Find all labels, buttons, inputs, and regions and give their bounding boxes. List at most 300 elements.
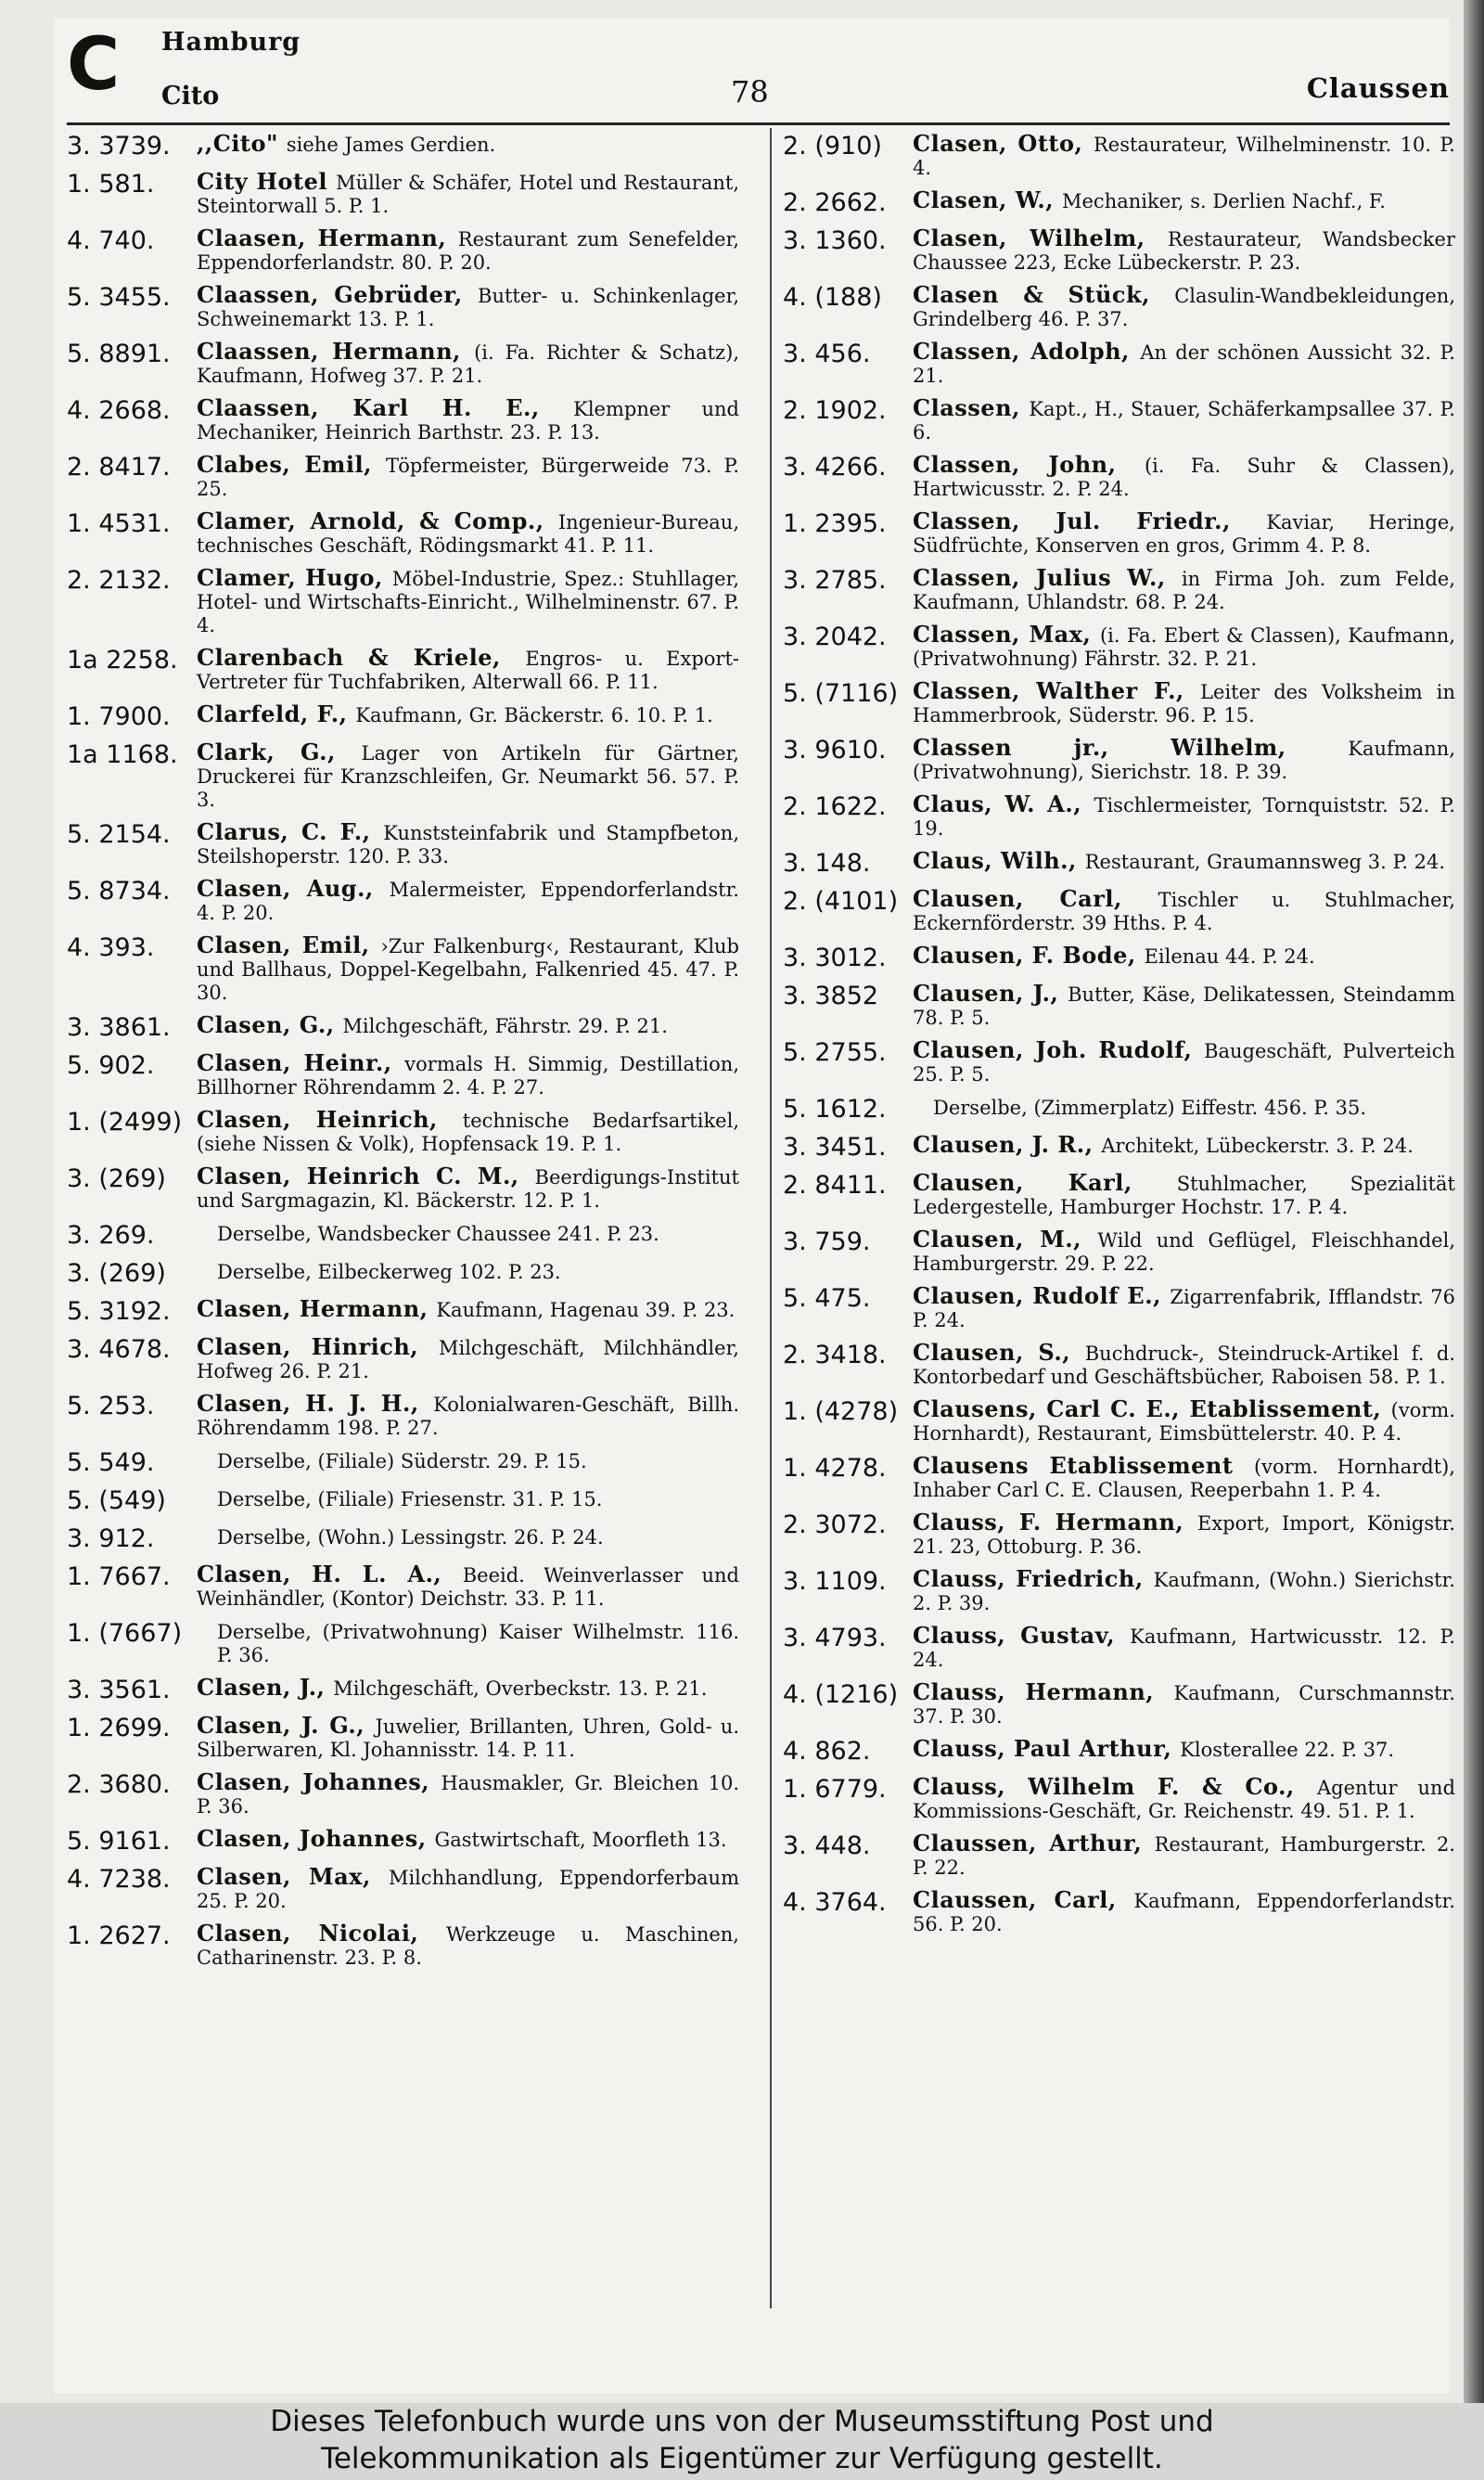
- phone-number: 3. 448.: [783, 1831, 871, 1860]
- directory-entry: [67, 1335, 739, 1383]
- phone-number: 3. 3451.: [783, 1133, 887, 1162]
- entry-description: Beerdigungs-Institut und Sargmagazin, Kl. Bäckerstr. 12. P. 1.: [197, 1166, 739, 1212]
- entry-text: [197, 1524, 739, 1549]
- entry-description: Export, Import, Königstr. 21. 23, Ottoburg. P. 36.: [913, 1512, 1455, 1558]
- phone-number: 3. 3861.: [67, 1013, 171, 1042]
- entry-description: Kaufmann, Hartwicusstr. 12. P. 24.: [913, 1625, 1456, 1671]
- entry-description: Milchgeschäft, Overbeckstr. 13. P. 21.: [333, 1677, 708, 1700]
- entry-name: Clasen, W.,: [913, 186, 1062, 213]
- phone-number: 1. 7900.: [67, 702, 171, 731]
- entry-description: Malermeister, Eppendorferlandstr. 4. P. 20.: [197, 879, 739, 924]
- entry-description: Baugeschäft, Pulverteich 25. P. 5.: [913, 1040, 1455, 1086]
- entry-text: [197, 1051, 739, 1099]
- directory-entry: [67, 1448, 739, 1478]
- directory-page: [54, 19, 1456, 2394]
- phone-number: 1. (4278): [783, 1397, 899, 1426]
- directory-entry: [67, 132, 739, 161]
- directory-entry: [67, 877, 739, 925]
- entry-name: Clausen, S.,: [913, 1339, 1085, 1366]
- entry-text: [197, 1676, 739, 1701]
- entry-text: [197, 1448, 739, 1473]
- directory-entry: [783, 396, 1455, 444]
- entry-name: Clasen, G.,: [197, 1011, 343, 1038]
- phone-number: 5. 3192.: [67, 1297, 171, 1326]
- entry-text: [913, 396, 1455, 444]
- entry-text: [913, 1567, 1455, 1615]
- phone-number: 3. 1360.: [783, 226, 887, 255]
- entry-text: [913, 792, 1455, 841]
- directory-entry: [67, 509, 739, 558]
- phone-number: 5. 8734.: [67, 877, 171, 906]
- directory-entry: [783, 736, 1455, 784]
- entry-name: Classen, Walther F.,: [913, 677, 1201, 704]
- entry-name: Claassen, Hermann,: [197, 338, 475, 365]
- entry-description: Lager von Artikeln für Gärtner, Druckerei für Kranzschleifen, Gr. Neumarkt 56. 57. P. 3.: [197, 742, 739, 811]
- directory-entry: [783, 1680, 1455, 1728]
- phone-number: 3. 4266.: [783, 453, 887, 482]
- directory-entry: [783, 509, 1455, 558]
- entry-name: Classen, Julius W.,: [913, 564, 1182, 591]
- entry-description: Kaufmann, Hagenau 39. P. 23.: [436, 1299, 736, 1321]
- phone-number: 2. 2662.: [783, 188, 887, 217]
- entry-name: ,,Cito": [197, 130, 287, 157]
- page-edge-shadow: [1464, 0, 1484, 2403]
- entry-text: [197, 1486, 739, 1511]
- phone-number: 2. 1902.: [783, 396, 887, 425]
- entry-description: technische Bedarfsartikel, (siehe Nissen & Volk), Hopfensack 19. P. 1.: [197, 1110, 739, 1155]
- entry-name: Clauss, Hermann,: [913, 1678, 1174, 1705]
- entry-name: Clarus, C. F.,: [197, 818, 384, 845]
- entry-name: Clasen, Heinrich,: [197, 1106, 463, 1133]
- phone-number: 3. 3561.: [67, 1676, 171, 1704]
- entry-description: Zigarrenfabrik, Ifflandstr. 76 P. 24.: [913, 1286, 1456, 1331]
- entry-description: Derselbe, (Wohn.) Lessingstr. 26. P. 24.: [217, 1526, 604, 1548]
- entry-text: [197, 132, 739, 157]
- phone-number: 4. 393.: [67, 933, 155, 962]
- entry-name: Clasen, J.,: [197, 1674, 334, 1701]
- entry-description: (i. Fa. Suhr & Classen), Hartwicusstr. 2. P. 24.: [913, 455, 1455, 500]
- entry-name: Clabes, Emil,: [197, 451, 387, 478]
- entry-description: Butter, Käse, Delikatessen, Steindamm 78. P. 5.: [913, 983, 1455, 1029]
- entry-text: [913, 1454, 1455, 1502]
- directory-entry: [783, 792, 1455, 841]
- entry-name: Clausens Etablissement: [913, 1452, 1254, 1479]
- phone-number: 4. (188): [783, 283, 882, 312]
- entry-name: Clasen, Heinr.,: [197, 1049, 405, 1076]
- phone-number: 1. 7667.: [67, 1562, 171, 1591]
- entry-text: [197, 1164, 739, 1213]
- directory-entry: [67, 1164, 739, 1213]
- phone-number: 5. 8891.: [67, 340, 171, 368]
- phone-number: 4. 862.: [783, 1737, 871, 1766]
- entry-description: Kunststeinfabrik und Stampfbeton, Steilshoperstr. 120. P. 33.: [197, 822, 740, 867]
- entry-description: Töpfermeister, Bürgerweide 73. P. 25.: [197, 455, 739, 500]
- entry-description: Gastwirtschaft, Moorfleth 13.: [434, 1829, 727, 1851]
- entry-text: [197, 1827, 739, 1852]
- directory-entry: [67, 1297, 739, 1327]
- entry-text: [913, 1510, 1455, 1559]
- entry-text: [913, 1038, 1455, 1086]
- entry-name: Clarenbach & Kriele,: [197, 644, 526, 671]
- directory-entry: [67, 170, 739, 218]
- entry-name: Clauss, Wilhelm F. & Co.,: [913, 1773, 1317, 1800]
- entry-name: Clasen & Stück,: [913, 281, 1175, 308]
- directory-entry: [783, 623, 1455, 671]
- phone-number: 2. (910): [783, 132, 882, 161]
- footer-line-1: Dieses Telefonbuch wurde uns von der Museumsstiftung Post und: [270, 2405, 1214, 2438]
- entry-description: Tischler u. Stuhlmacher, Eckernförderstr. 39 Hths. P. 4.: [913, 889, 1455, 934]
- entry-text: [197, 1562, 739, 1611]
- entry-text: [913, 509, 1455, 558]
- entry-name: Clasen, H. J. H.,: [197, 1390, 434, 1417]
- entry-text: [197, 1335, 739, 1383]
- entry-text: [197, 933, 739, 1005]
- phone-number: 2. (4101): [783, 887, 899, 916]
- phone-number: 1a 2258.: [67, 646, 178, 675]
- phone-number: 3. (269): [67, 1164, 166, 1193]
- entry-name: Clasen, Heinrich C. M.,: [197, 1163, 535, 1189]
- entry-name: Clasen, Wilhelm,: [913, 225, 1169, 251]
- entry-text: [913, 1284, 1455, 1332]
- entry-description: in Firma Joh. zum Felde, Kaufmann, Uhlandstr. 68. P. 24.: [913, 568, 1456, 613]
- entry-text: [913, 736, 1455, 784]
- entry-text: [197, 1770, 739, 1818]
- entry-text: [197, 396, 739, 444]
- phone-number: 1a 1168.: [67, 740, 178, 769]
- directory-entry: [67, 933, 739, 1005]
- entry-description: Restaurant zum Senefelder, Eppendorferlandstr. 80. P. 20.: [197, 228, 739, 274]
- entry-name: Clasen, H. L. A.,: [197, 1561, 463, 1587]
- entry-name: Clausen, F. Bode,: [913, 942, 1145, 969]
- entry-description: (i. Fa. Richter & Schatz), Kaufmann, Hofweg 37. P. 21.: [197, 341, 739, 387]
- entry-text: [913, 1095, 1455, 1120]
- entry-description: Müller & Schäfer, Hotel und Restaurant, Steintorwall 5. P. 1.: [197, 172, 739, 217]
- phone-number: 3. 3852: [783, 982, 879, 1010]
- entry-name: Claasen, Hermann,: [197, 225, 458, 251]
- entry-text: [197, 170, 739, 218]
- phone-number: 4. 7238.: [67, 1865, 171, 1894]
- entry-text: [197, 1221, 739, 1246]
- phone-number: 1. 4531.: [67, 509, 171, 538]
- directory-entry: [67, 1921, 739, 1970]
- entry-text: [197, 226, 739, 275]
- entry-name: Clamer, Hugo,: [197, 564, 392, 591]
- directory-entry: [67, 1051, 739, 1099]
- phone-number: 2. 1622.: [783, 792, 887, 821]
- entry-name: Clasen, Aug.,: [197, 875, 390, 902]
- entry-name: Clarfeld, F.,: [197, 700, 356, 727]
- directory-entry: [67, 1865, 739, 1913]
- directory-entry: [67, 1827, 739, 1857]
- entry-text: [197, 740, 739, 812]
- entry-text: [913, 849, 1455, 874]
- entry-name: Clausens, Carl C. E., Etablissement,: [913, 1395, 1391, 1422]
- entry-text: [197, 1108, 739, 1156]
- entry-text: [913, 1888, 1455, 1936]
- entry-description: An der schönen Aussicht 32. P. 21.: [913, 341, 1455, 387]
- directory-entry: [67, 1619, 739, 1667]
- entry-name: Classen jr., Wilhelm,: [913, 734, 1349, 761]
- entry-text: [913, 887, 1455, 935]
- phone-number: 3. 4678.: [67, 1335, 171, 1364]
- directory-entry: [783, 1831, 1455, 1880]
- entry-name: Clausen, M.,: [913, 1226, 1098, 1253]
- entry-description: vormals H. Simmig, Destillation, Billhorner Röhrendamm 2. 4. P. 27.: [197, 1053, 739, 1099]
- entry-description: Mechaniker, s. Derlien Nachf., F.: [1062, 190, 1386, 212]
- phone-number: 5. 549.: [67, 1448, 155, 1477]
- entry-description: Klempner und Mechaniker, Heinrich Barthstr. 23. P. 13.: [197, 398, 739, 443]
- directory-entry: [783, 1567, 1455, 1615]
- phone-number: 3. 2785.: [783, 566, 887, 595]
- entry-text: [197, 1392, 739, 1440]
- entry-text: [197, 820, 739, 868]
- directory-entry: [783, 944, 1455, 973]
- phone-number: 5. (7116): [783, 679, 899, 708]
- phone-number: 3. 456.: [783, 340, 871, 368]
- phone-number: 2. 3680.: [67, 1770, 171, 1799]
- directory-entry: [783, 283, 1455, 331]
- entry-description: (vorm. Hornhardt), Inhaber Carl C. E. Clausen, Reeperbahn 1. P. 4.: [913, 1456, 1456, 1501]
- entry-description: Werkzeuge u. Maschinen, Catharinenstr. 23. P. 8.: [197, 1923, 739, 1969]
- entry-name: Clauss, F. Hermann,: [913, 1509, 1197, 1536]
- entry-text: [197, 1714, 739, 1762]
- entry-description: Kaufmann, Gr. Bäckerstr. 6. 10. P. 1.: [355, 704, 713, 726]
- entry-name: Claassen, Karl H. E.,: [197, 394, 574, 421]
- entry-name: Clark, G.,: [197, 739, 362, 765]
- entry-text: [913, 944, 1455, 969]
- directory-entry: [67, 820, 739, 868]
- phone-number: 5. 253.: [67, 1392, 155, 1420]
- header-last-entry: Claussen: [1306, 72, 1450, 104]
- directory-entry: [67, 1770, 739, 1818]
- left-column: [67, 132, 739, 1978]
- phone-number: 1. 2699.: [67, 1714, 171, 1742]
- phone-number: 2. 8417.: [67, 453, 171, 482]
- directory-entry: [783, 1038, 1455, 1086]
- phone-number: 1. 4278.: [783, 1454, 887, 1483]
- entry-name: Clauss, Friedrich,: [913, 1565, 1154, 1592]
- directory-entry: [783, 1341, 1455, 1389]
- directory-entry: [67, 226, 739, 275]
- directory-entry: [783, 453, 1455, 501]
- entry-name: Clauss, Gustav,: [913, 1622, 1131, 1649]
- entry-name: Clasen, Hermann,: [197, 1295, 437, 1322]
- directory-entry: [67, 1676, 739, 1705]
- entry-text: [197, 877, 739, 925]
- entry-description: Derselbe, (Filiale) Friesenstr. 31. P. 15.: [217, 1488, 603, 1510]
- entry-name: Clausen, Carl,: [913, 885, 1158, 912]
- entry-name: Clausen, Karl,: [913, 1169, 1177, 1196]
- entry-text: [197, 702, 739, 727]
- directory-entry: [783, 1397, 1455, 1446]
- phone-number: 5. 902.: [67, 1051, 155, 1080]
- phone-number: 3. 3012.: [783, 944, 887, 972]
- entry-description: siehe James Gerdien.: [286, 134, 496, 156]
- entry-name: Claus, Wilh.,: [913, 847, 1085, 874]
- phone-number: 3. 148.: [783, 849, 871, 878]
- phone-number: 1. 2627.: [67, 1921, 171, 1950]
- entry-description: Juwelier, Brillanten, Uhren, Gold- u. Silberwaren, Kl. Johannisstr. 14. P. 11.: [197, 1715, 739, 1761]
- phone-number: 2. 8411.: [783, 1171, 887, 1200]
- entry-text: [913, 566, 1455, 614]
- phone-number: 2. 2132.: [67, 566, 171, 595]
- entry-description: Milchgeschäft, Milchhändler, Hofweg 26. P. 21.: [197, 1337, 739, 1382]
- entry-description: Wild und Geflügel, Fleischhandel, Hamburgerstr. 29. P. 22.: [913, 1229, 1455, 1275]
- footer-line-2: Telekommunikation als Eigentümer zur Verfügung gestellt.: [321, 2442, 1163, 2475]
- phone-number: 1. (7667): [67, 1619, 183, 1648]
- entry-text: [197, 1921, 739, 1970]
- entry-text: [913, 1397, 1455, 1446]
- phone-number: 5. 3455.: [67, 283, 171, 312]
- entry-text: [913, 453, 1455, 501]
- entry-text: [913, 340, 1455, 388]
- phone-number: 5. (549): [67, 1486, 166, 1515]
- entry-description: Milchgeschäft, Fährstr. 29. P. 21.: [342, 1015, 668, 1037]
- entry-text: [913, 1171, 1455, 1219]
- phone-number: 3. 759.: [783, 1227, 871, 1256]
- entry-name: Clasen, Emil,: [197, 932, 381, 958]
- entry-text: [197, 1259, 739, 1284]
- entry-text: [197, 453, 739, 501]
- entry-description: Clasulin-Wandbekleidungen, Grindelberg 46. P. 37.: [913, 285, 1455, 330]
- entry-text: [913, 283, 1455, 331]
- entry-text: [197, 340, 739, 388]
- directory-entry: [783, 1171, 1455, 1219]
- directory-entry: [67, 283, 739, 331]
- directory-entry: [67, 1524, 739, 1554]
- entry-description: Klosterallee 22. P. 37.: [1180, 1739, 1395, 1761]
- right-column: [783, 132, 1455, 1945]
- entry-name: Clasen, J. G.,: [197, 1712, 376, 1739]
- directory-entry: [67, 396, 739, 444]
- phone-number: 1. (2499): [67, 1108, 183, 1137]
- phone-number: 4. 2668.: [67, 396, 171, 425]
- entry-name: Clasen, Johannes,: [197, 1768, 441, 1795]
- entry-text: [913, 226, 1455, 275]
- directory-entry: [783, 1624, 1455, 1672]
- entry-description: Milchhandlung, Eppendorferbaum 25. P. 20.: [197, 1867, 739, 1912]
- entry-text: [197, 566, 739, 637]
- directory-entry: [67, 1562, 739, 1611]
- entry-name: Claussen, Carl,: [913, 1886, 1134, 1913]
- entry-text: [913, 1227, 1455, 1276]
- page-number: 78: [731, 74, 769, 109]
- entry-name: Clausen, J.,: [913, 980, 1068, 1007]
- entry-name: Clasen, Otto,: [913, 130, 1094, 157]
- directory-entry: [783, 132, 1455, 180]
- entry-name: City Hotel: [197, 168, 337, 195]
- phone-number: 3. 4793.: [783, 1624, 887, 1652]
- entry-text: [913, 188, 1455, 213]
- entry-text: [913, 1624, 1455, 1672]
- entry-description: Kaufmann, Curschmannstr. 37. P. 30.: [913, 1682, 1455, 1728]
- entry-text: [197, 1865, 739, 1913]
- entry-description: Derselbe, (Privatwohnung) Kaiser Wilhelmstr. 116. P. 36.: [217, 1621, 739, 1666]
- directory-entry: [783, 340, 1455, 388]
- directory-entry: [67, 1259, 739, 1289]
- directory-entry: [783, 1454, 1455, 1502]
- directory-entry: [783, 1133, 1455, 1163]
- directory-entry: [67, 1714, 739, 1762]
- entry-name: Classen,: [913, 394, 1030, 421]
- entry-name: Classen, Max,: [913, 621, 1100, 648]
- entry-text: [913, 1341, 1455, 1389]
- header-rule: [67, 122, 1450, 125]
- directory-entry: [67, 1108, 739, 1156]
- directory-entry: [783, 226, 1455, 275]
- entry-description: Restaurant, Graumannsweg 3. P. 24.: [1084, 851, 1446, 873]
- column-divider: [770, 128, 772, 2308]
- entry-text: [913, 1133, 1455, 1158]
- directory-entry: [783, 1095, 1455, 1124]
- entry-description: Derselbe, (Zimmerplatz) Eiffestr. 456. P. 35.: [933, 1097, 1367, 1119]
- directory-entry: [783, 566, 1455, 614]
- phone-number: 1. 6779.: [783, 1775, 887, 1804]
- entry-name: Clamer, Arnold, & Comp.,: [197, 508, 558, 534]
- entry-text: [197, 646, 739, 694]
- entry-description: ›Zur Falkenburg‹, Restaurant, Klub und Ballhaus, Doppel-Kegelbahn, Falkenried 45. 47. P. 30.: [197, 935, 739, 1004]
- directory-entry: [783, 1737, 1455, 1767]
- entry-name: Classen, Adolph,: [913, 338, 1141, 365]
- entry-description: Kapt., H., Stauer, Schäferkampsallee 37. P. 6.: [913, 398, 1455, 443]
- directory-entry: [67, 702, 739, 732]
- entry-description: Stuhlmacher, Spezialität Ledergestelle, Hamburger Hochstr. 17. P. 4.: [913, 1173, 1455, 1218]
- phone-number: 5. 2154.: [67, 820, 171, 849]
- entry-text: [913, 982, 1455, 1030]
- section-letter: C: [67, 23, 121, 107]
- entry-name: Classen, Jul. Friedr.,: [913, 508, 1267, 534]
- phone-number: 3. (269): [67, 1259, 166, 1288]
- entry-description: Kolonialwaren-Geschäft, Billh. Röhrendamm 198. P. 27.: [197, 1394, 739, 1439]
- directory-entry: [783, 1227, 1455, 1276]
- entry-text: [913, 1680, 1455, 1728]
- directory-entry: [783, 1775, 1455, 1823]
- directory-entry: [67, 566, 739, 637]
- phone-number: 4. 740.: [67, 226, 155, 255]
- entry-description: Kaufmann, Eppendorferlandstr. 56. P. 20.: [913, 1890, 1455, 1935]
- entry-name: Clasen, Max,: [197, 1863, 389, 1890]
- entry-name: Clausen, Rudolf E.,: [913, 1282, 1171, 1309]
- phone-number: 3. 2042.: [783, 623, 887, 651]
- entry-description: Kaufmann, (Wohn.) Sierichstr. 2. P. 39.: [913, 1569, 1456, 1614]
- entry-name: Clausen, J. R.,: [913, 1131, 1102, 1158]
- entry-name: Claussen, Arthur,: [913, 1830, 1155, 1857]
- entry-description: Restaurateur, Wandsbecker Chaussee 223, Ecke Lübeckerstr. P. 23.: [913, 228, 1455, 274]
- phone-number: 3. 1109.: [783, 1567, 887, 1596]
- entry-text: [913, 132, 1455, 180]
- directory-entry: [67, 453, 739, 501]
- entry-description: Buchdruck-, Steindruck-Artikel f. d. Kontorbedarf und Geschäftsbücher, Raboisen 58. P. 1.: [913, 1343, 1455, 1388]
- entry-text: [197, 1297, 739, 1322]
- entry-description: Beeid. Weinverlasser und Weinhändler, (Kontor) Deichstr. 33. P. 11.: [197, 1564, 740, 1610]
- directory-entry: [67, 1221, 739, 1251]
- directory-entry: [67, 1486, 739, 1516]
- entry-description: (vorm. Hornhardt), Restaurant, Eimsbüttelerstr. 40. P. 4.: [913, 1399, 1455, 1445]
- entry-description: Hausmakler, Gr. Bleichen 10. P. 36.: [197, 1772, 739, 1818]
- entry-description: Derselbe, Eilbeckerweg 102. P. 23.: [217, 1261, 561, 1283]
- phone-number: 2. 3072.: [783, 1510, 887, 1539]
- phone-number: 5. 2755.: [783, 1038, 887, 1067]
- entry-name: Classen, John,: [913, 451, 1145, 478]
- entry-name: Clasen, Hinrich,: [197, 1333, 439, 1360]
- entry-description: Ingenieur-Bureau, technisches Geschäft, Rödingsmarkt 41. P. 11.: [197, 511, 739, 557]
- entry-description: Restaurant, Hamburgerstr. 2. P. 22.: [913, 1833, 1455, 1879]
- entry-description: Derselbe, Wandsbecker Chaussee 241. P. 23.: [217, 1223, 659, 1245]
- entry-text: [197, 283, 739, 331]
- entry-description: Butter- u. Schinkenlager, Schweinemarkt 13. P. 1.: [197, 285, 739, 330]
- entry-text: [913, 623, 1455, 671]
- header-city: Hamburg: [161, 28, 301, 57]
